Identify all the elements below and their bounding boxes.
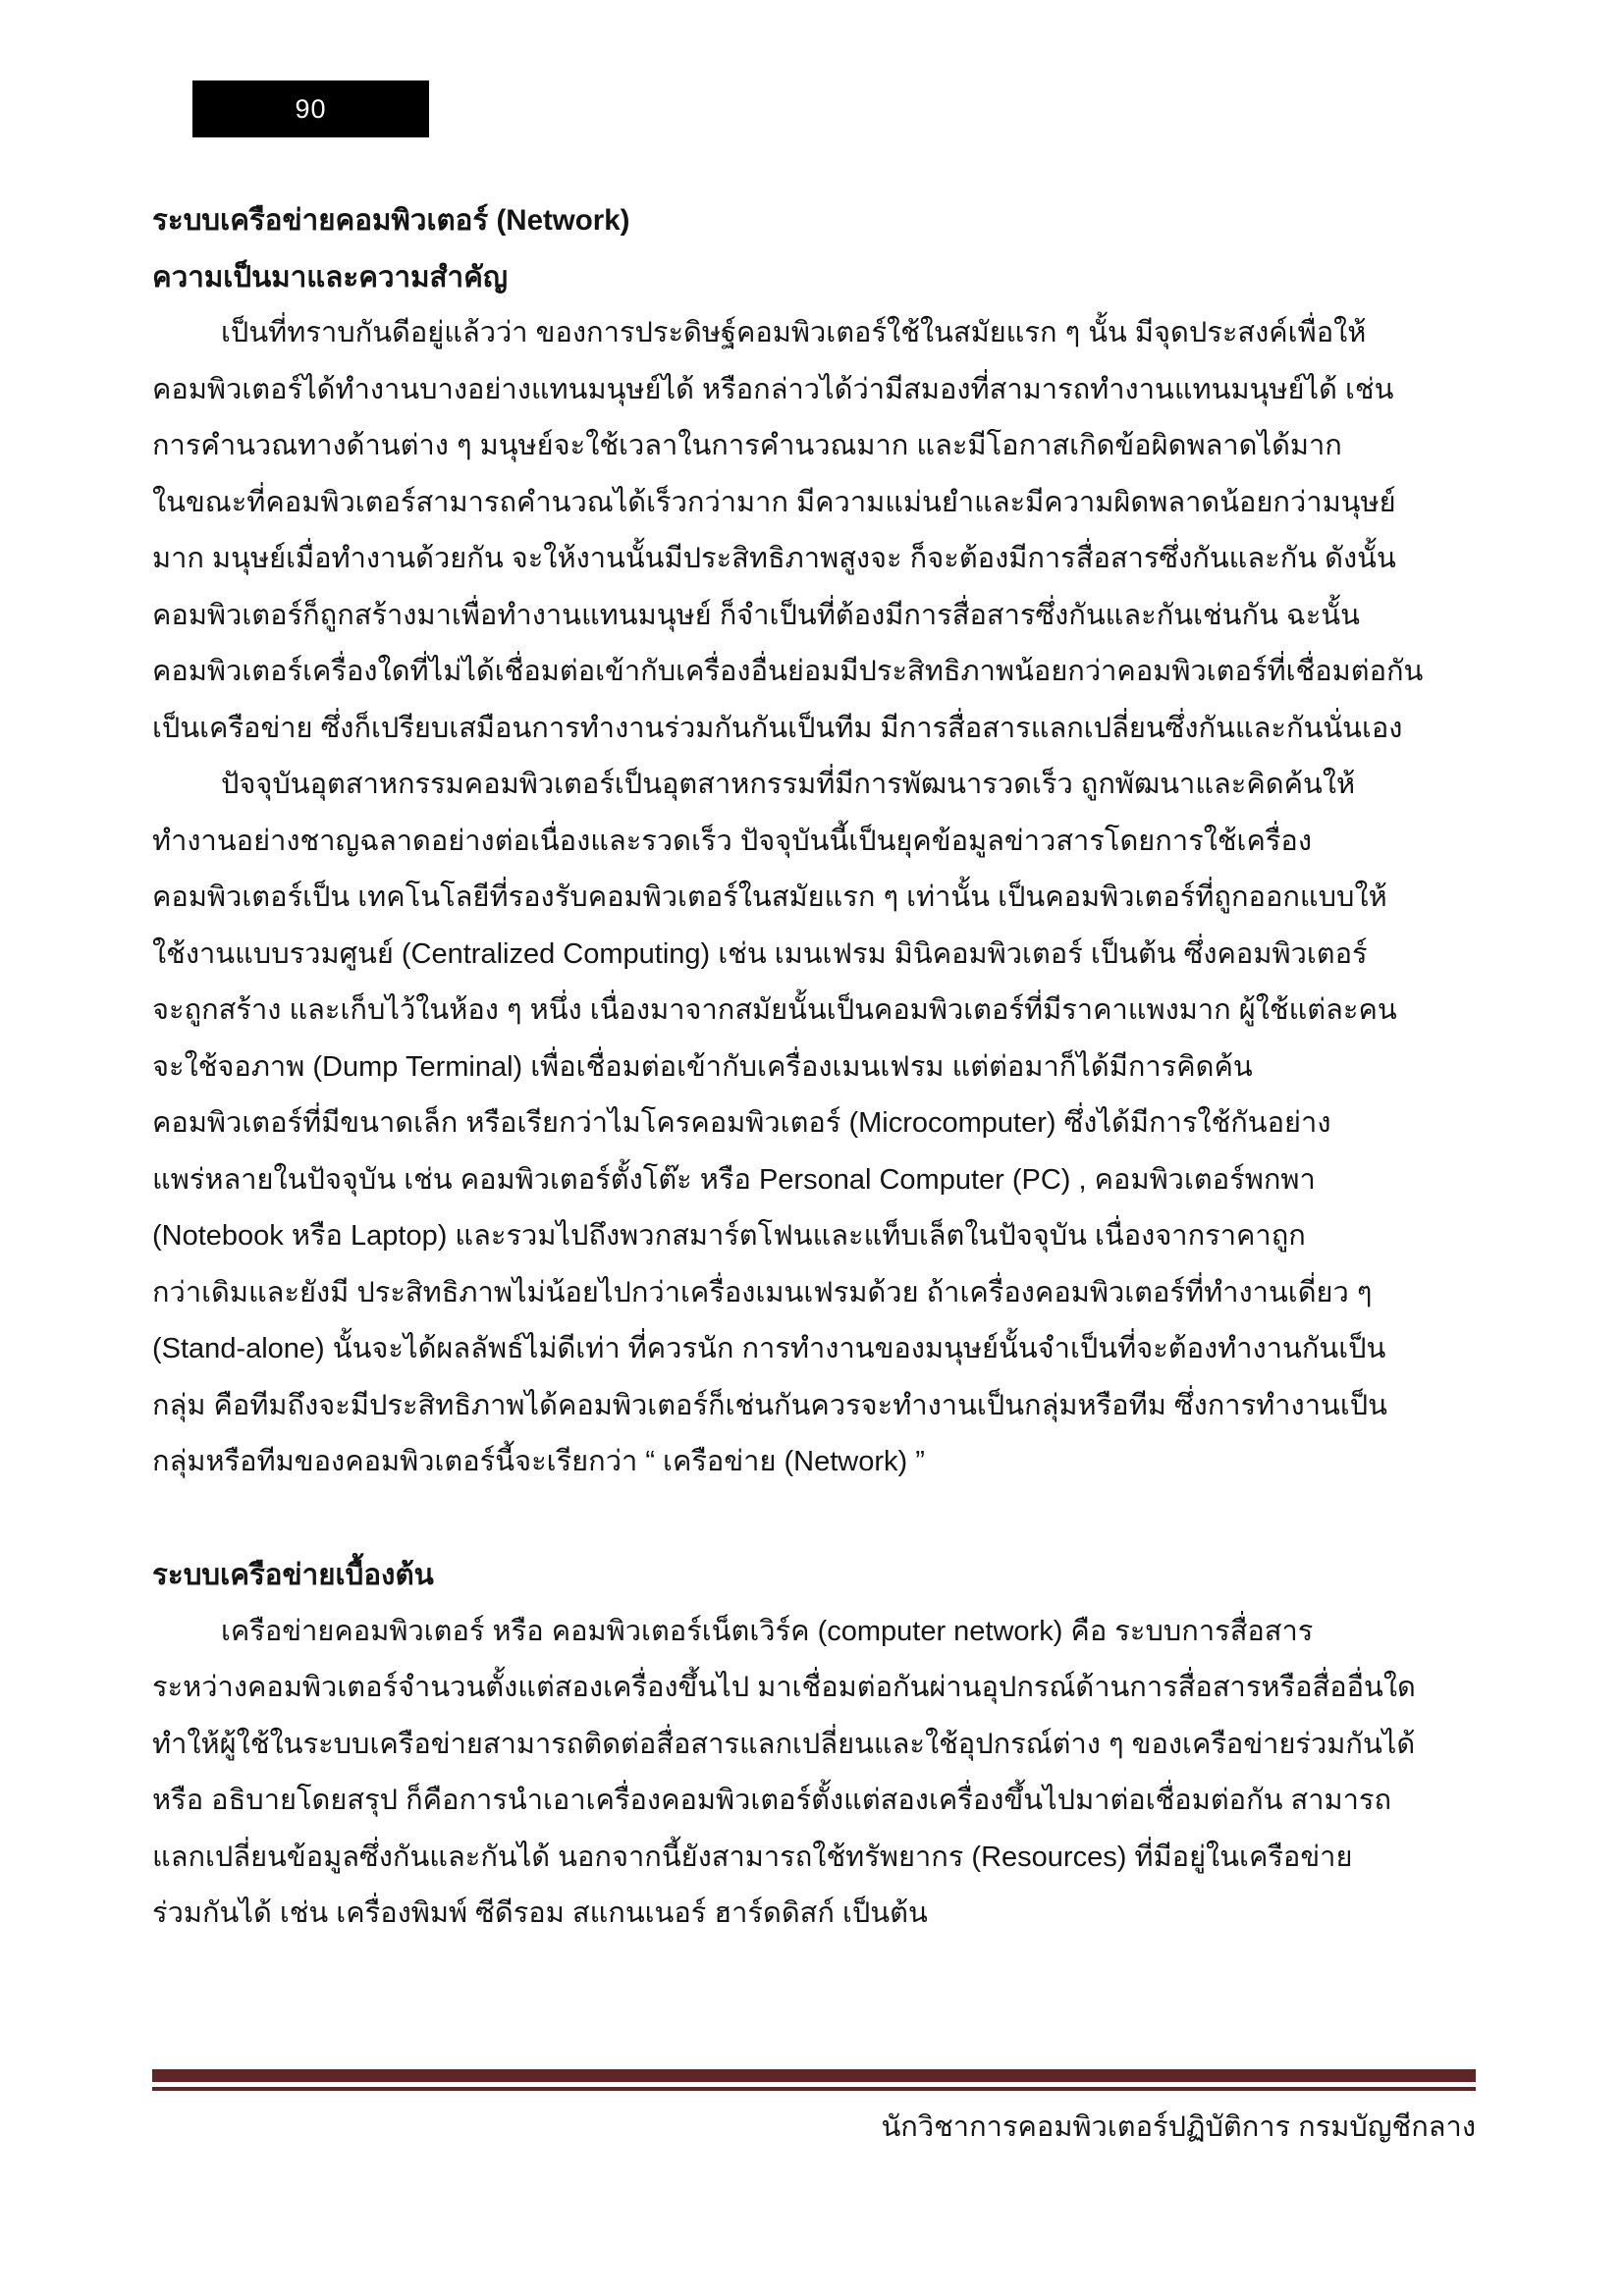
text-line: คอมพิวเตอร์ก็ถูกสร้างมาเพื่อทำงานแทนมนุษย์ ก็จำเป็นที่ต้องมีการสื่อสารซึ่งกันและกันเช่นกัน ฉะนั้น (152, 599, 1360, 631)
text-line: ทำงานอย่างชาญฉลาดอย่างต่อเนื่องและรวดเร็ว ปัจจุบันนี้เป็นยุคข้อมูลข่าวสารโดยการใช้เครื่อง (152, 825, 1313, 857)
text-line: ปัจจุบันอุตสาหกรรมคอมพิวเตอร์เป็นอุตสาหกรรมที่มีการพัฒนารวดเร็ว ถูกพัฒนาและคิดค้นให้ (221, 769, 1356, 800)
text-line: จะถูกสร้าง และเก็บไว้ในห้อง ๆ หนึ่ง เนื่องมาจากสมัยนั้นเป็นคอมพิวเตอร์ที่มีราคาแพงมาก ผู้ใช้แต่ละคน (152, 994, 1397, 1026)
document-content (152, 192, 1476, 1943)
text-line: การคำนวณทางด้านต่าง ๆ มนุษย์จะใช้เวลาในการคำนวณมาก และมีโอกาสเกิดข้อผิดพลาดได้มาก (152, 430, 1342, 461)
text-line: เป็นที่ทราบกันดีอยู่แล้วว่า ของการประดิษฐ์คอมพิวเตอร์ใช้ในสมัยแรก ๆ นั้น มีจุดประสงค์เพื่อให้ (221, 317, 1367, 348)
page-number-box (192, 80, 429, 137)
section-gap (152, 1491, 1476, 1548)
text-line: กลุ่มหรือทีมของคอมพิวเตอร์นี้จะเรียกว่า “ เครือข่าย (Network) ” (152, 1446, 925, 1477)
text-line: ร่วมกันได้ เช่น เครื่องพิมพ์ ซีดีรอม สแกนเนอร์ ฮาร์ดดิสก์ เป็นต้น (152, 1897, 928, 1929)
section1-heading: ความเป็นมาและความสำคัญ (152, 260, 508, 294)
text-line: ใช้งานแบบรวมศูนย์ (Centralized Computing) เช่น เมนเฟรม มินิคอมพิวเตอร์ เป็นต้น ซึ่งคอมพิวเตอร์ (152, 937, 1368, 970)
text-line: แลกเปลี่ยนข้อมูลซึ่งกันและกันได้ นอกจากนี้ยังสามารถใช้ทรัพยากร (Resources) ที่มีอยู่ในเครือข่าย (152, 1841, 1353, 1873)
text-line: คอมพิวเตอร์เครื่องใดที่ไม่ได้เชื่อมต่อเข้ากับเครื่องอื่นย่อมมีประสิทธิภาพน้อยกว่าคอมพิวเตอร์ที่เชื่อมต่อกัน (152, 656, 1424, 687)
section2-paragraph1 (152, 1604, 1476, 1943)
document-title: ระบบเครือข่ายคอมพิวเตอร์ (Network) (152, 204, 630, 237)
text-line: คอมพิวเตอร์เป็น เทคโนโลยีที่รองรับคอมพิวเตอร์ในสมัยแรก ๆ เท่านั้น เป็นคอมพิวเตอร์ที่ถูกออกแบบให้ (152, 881, 1387, 913)
text-line: แพร่หลายในปัจจุบัน เช่น คอมพิวเตอร์ตั้งโต๊ะ หรือ Personal Computer (PC) , คอมพิวเตอร์พกพา (152, 1163, 1316, 1196)
footer-divider-thin-line (152, 2087, 1476, 2091)
footer-credit: นักวิชาการคอมพิวเตอร์ปฏิบัติการ กรมบัญชีกลาง (881, 2111, 1476, 2143)
text-line: ในขณะที่คอมพิวเตอร์สามารถคำนวณได้เร็วกว่ามาก มีความแม่นยำและมีความผิดพลาดน้อยกว่ามนุษย์ (152, 486, 1396, 518)
text-line: จะใช้จอภาพ (Dump Terminal) เพื่อเชื่อมต่อเข้ากับเครื่องเมนเฟรม แต่ต่อมาก็ได้มีการคิดค้น (152, 1050, 1253, 1083)
text-line: ระหว่างคอมพิวเตอร์จำนวนตั้งแต่สองเครื่องขึ้นไป มาเชื่อมต่อกันผ่านอุปกรณ์ด้านการสื่อสารหรือสื่ออื่นใด (152, 1672, 1416, 1703)
text-line: เป็นเครือข่าย ซึ่งก็เปรียบเสมือนการทำงานร่วมกันกันเป็นทีม มีการสื่อสารแลกเปลี่ยนซึ่งกันและกันนั่นเอง (152, 712, 1403, 744)
text-line: (Notebook หรือ Laptop) และรวมไปถึงพวกสมาร์ตโฟนและแท็บเล็ตในปัจจุบัน เนื่องจากราคาถูก (152, 1220, 1306, 1252)
section1-paragraph1 (152, 305, 1476, 757)
text-line: กลุ่ม คือทีมถึงจะมีประสิทธิภาพได้คอมพิวเตอร์ก็เช่นกันควรจะทำงานเป็นกลุ่มหรือทีม ซึ่งการทำงานเป็น (152, 1389, 1387, 1421)
text-line: ทำให้ผู้ใช้ในระบบเครือข่ายสามารถติดต่อสื่อสารแลกเปลี่ยนและใช้อุปกรณ์ต่าง ๆ ของเครือข่ายร่วมกันได้ (152, 1728, 1416, 1760)
text-line: หรือ อธิบายโดยสรุป ก็คือการนำเอาเครื่องคอมพิวเตอร์ตั้งแต่สองเครื่องขึ้นไปมาต่อเชื่อมต่อกัน สามารถ (152, 1785, 1392, 1816)
text-line: (Stand-alone) นั้นจะได้ผลลัพธ์ไม่ดีเท่า ที่ควรนัก การทำงานของมนุษย์นั้นจำเป็นที่จะต้องทำงานกันเป็น (152, 1333, 1386, 1364)
text-line: คอมพิวเตอร์ที่มีขนาดเล็ก หรือเรียกว่าไมโครคอมพิวเตอร์ (Microcomputer) ซึ่งได้มีการใช้กันอย่าง (152, 1107, 1331, 1139)
footer-divider (152, 2069, 1476, 2091)
text-line: เครือข่ายคอมพิวเตอร์ หรือ คอมพิวเตอร์เน็ตเวิร์ค (computer network) คือ ระบบการสื่อสาร (221, 1615, 1314, 1647)
section1-paragraph2 (152, 757, 1476, 1491)
text-line: มาก มนุษย์เมื่อทำงานด้วยกัน จะให้งานนั้นมีประสิทธิภาพสูงจะ ก็จะต้องมีการสื่อสารซึ่งกันและกัน ดังนั้น (152, 543, 1396, 574)
footer-divider-thick-line (152, 2069, 1476, 2082)
text-line: คอมพิวเตอร์ได้ทำงานบางอย่างแทนมนุษย์ได้ หรือกล่าวได้ว่ามีสมองที่สามารถทำงานแทนมนุษย์ได้ เช่น (152, 373, 1394, 405)
text-line: กว่าเดิมและยังมี ประสิทธิภาพไม่น้อยไปกว่าเครื่องเมนเฟรมด้วย ถ้าเครื่องคอมพิวเตอร์ที่ทำงานเดี่ยว ๆ (152, 1276, 1373, 1308)
page-number: 90 (295, 93, 327, 124)
section2-heading: ระบบเครือข่ายเบื้องต้น (152, 1559, 434, 1591)
